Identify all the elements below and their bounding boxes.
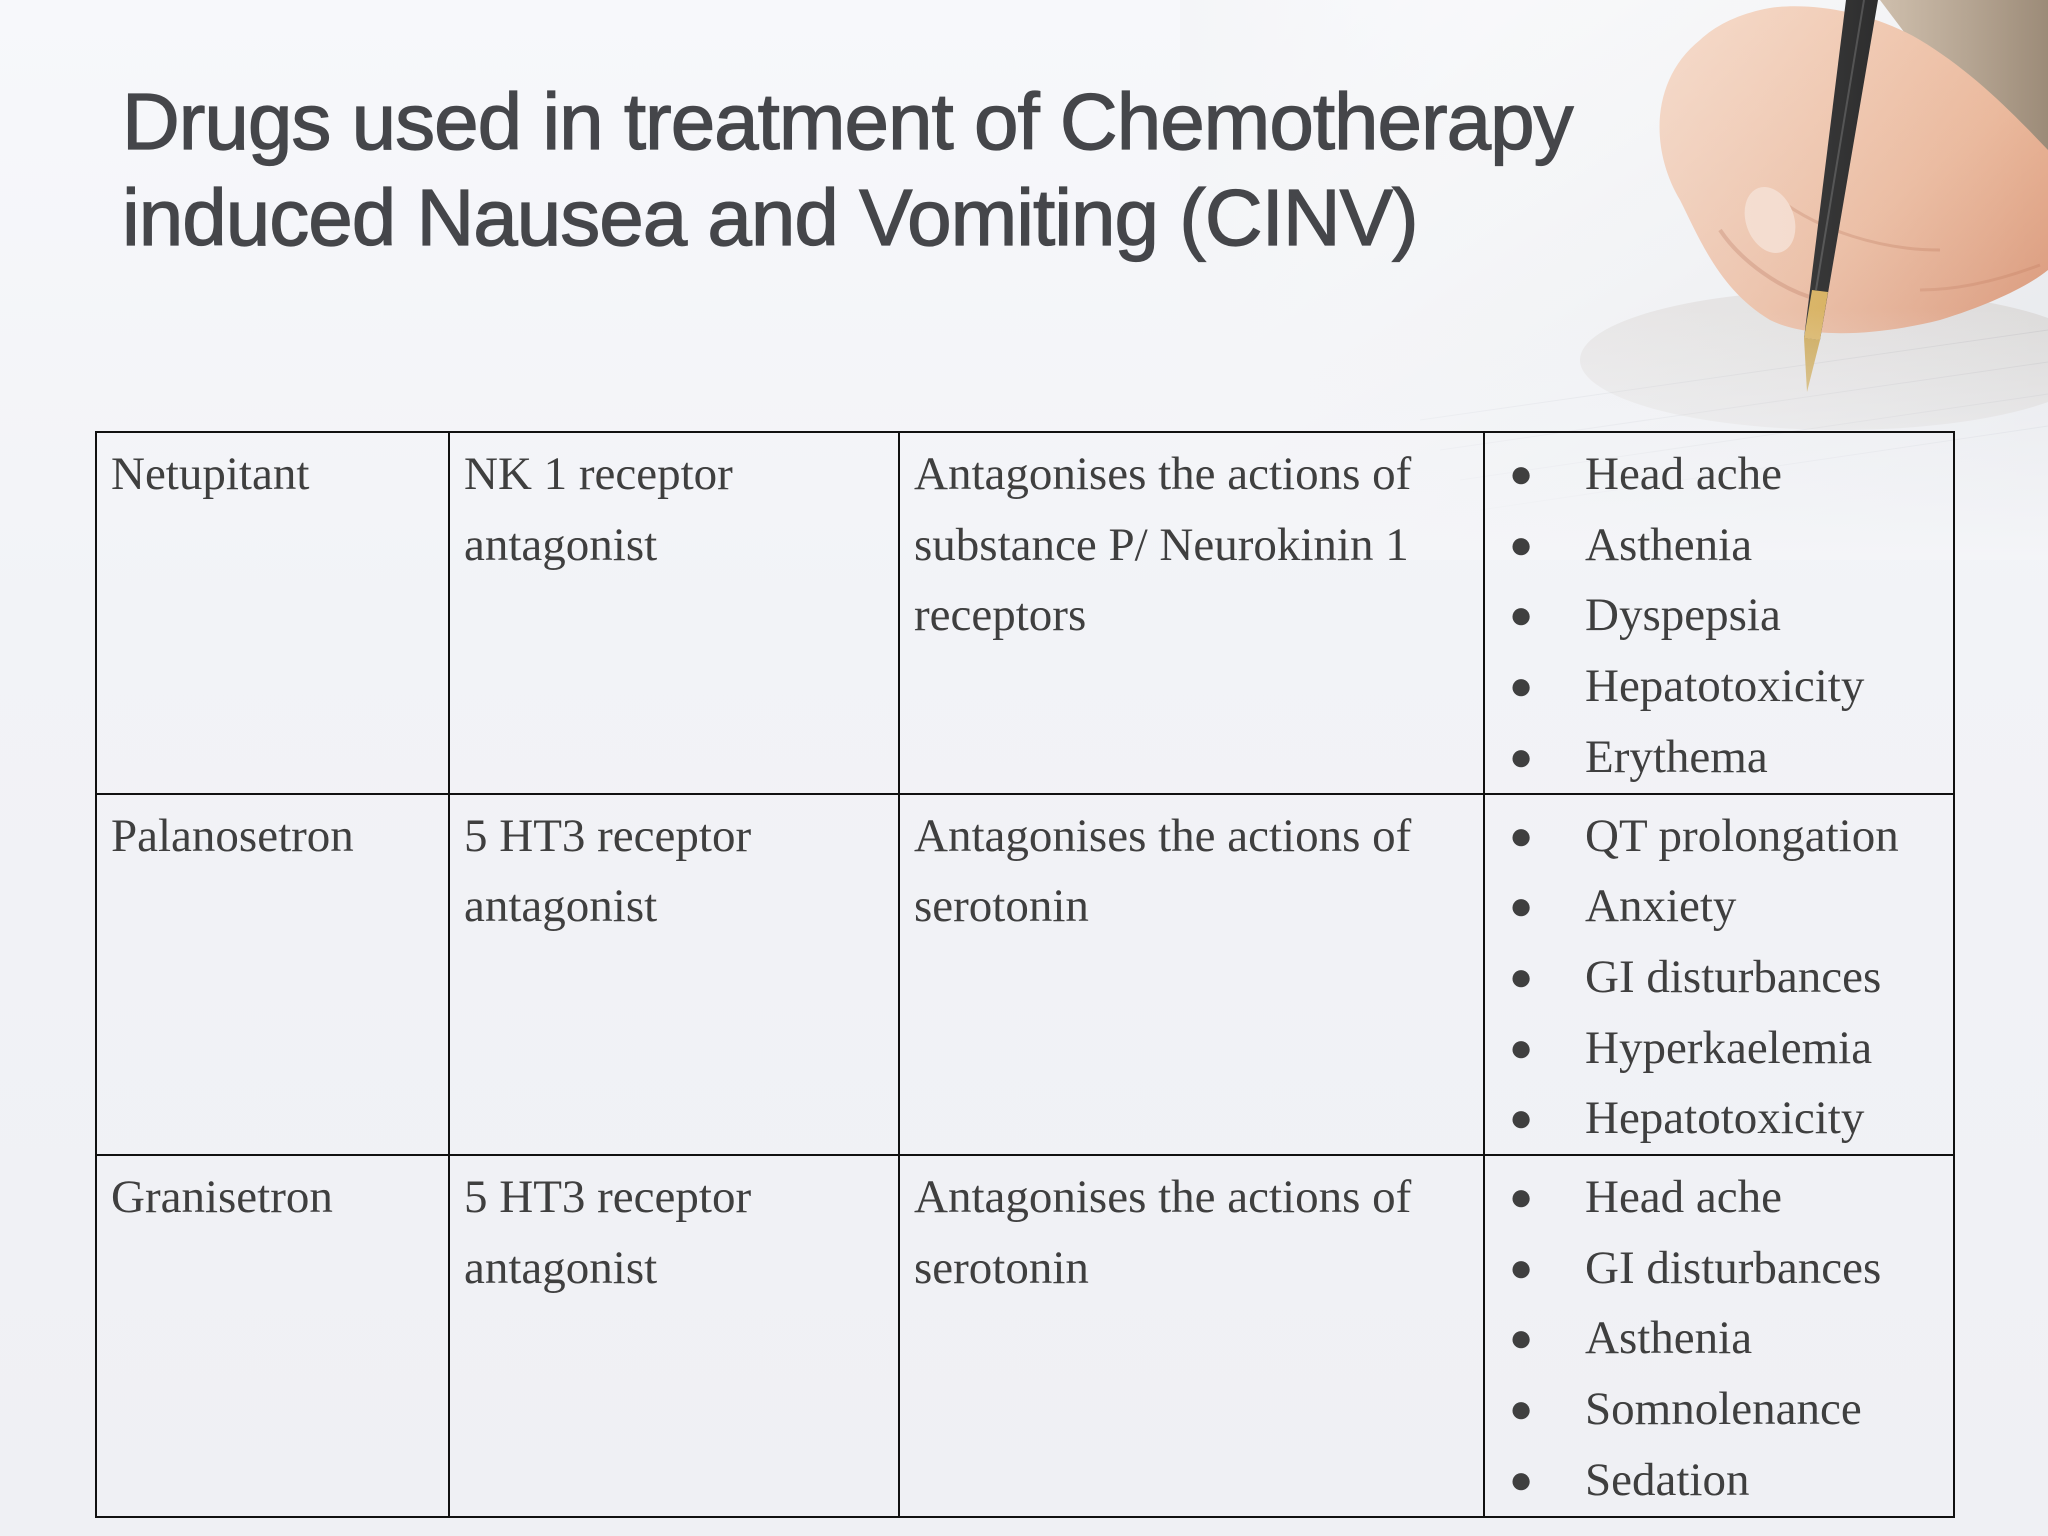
drug-class-cell: 5 HT3 receptor antagonist bbox=[449, 1155, 899, 1517]
bullet-icon: ● bbox=[1509, 953, 1534, 999]
drug-class-cell: 5 HT3 receptor antagonist bbox=[449, 794, 899, 1156]
mechanism-cell: Antagonises the actions of serotonin bbox=[899, 794, 1484, 1156]
list-item bbox=[1499, 651, 1939, 722]
list-item-text: Somnolenance bbox=[1585, 1383, 1862, 1436]
list-item bbox=[1499, 942, 1939, 1013]
list-item-text: QT prolongation bbox=[1585, 809, 1899, 862]
bullet-icon: ● bbox=[1509, 1095, 1534, 1141]
adverse-effects-cell bbox=[1484, 1155, 1954, 1517]
list-item bbox=[1499, 580, 1939, 651]
list-item bbox=[1499, 801, 1939, 872]
list-item bbox=[1499, 510, 1939, 581]
list-item-text: Erythema bbox=[1585, 730, 1768, 783]
list-item bbox=[1499, 1233, 1939, 1304]
list-item-text: Head ache bbox=[1585, 448, 1782, 500]
bullet-icon: ● bbox=[1509, 1024, 1534, 1070]
slide-title-line2: induced Nausea and Vomiting (CINV) bbox=[122, 173, 1418, 262]
list-item-text: Head ache bbox=[1585, 1171, 1782, 1224]
list-item bbox=[1499, 1445, 1939, 1516]
list-item bbox=[1499, 1013, 1939, 1084]
bullet-icon: ● bbox=[1509, 1386, 1534, 1432]
list-item-text: GI disturbances bbox=[1585, 1241, 1882, 1294]
list-item bbox=[1499, 439, 1939, 510]
list-item-text: Sedation bbox=[1585, 1453, 1750, 1506]
mechanism-cell: Antagonises the actions of substance P/ Neurokinin 1 receptors bbox=[899, 432, 1484, 794]
drug-name-cell: Netupitant bbox=[96, 432, 449, 794]
list-item bbox=[1499, 871, 1939, 942]
table-row bbox=[96, 432, 1954, 794]
adverse-effects-list bbox=[1499, 439, 1939, 793]
drug-table bbox=[95, 431, 1955, 1518]
adverse-effects-cell bbox=[1484, 794, 1954, 1156]
drug-name-cell: Granisetron bbox=[96, 1155, 449, 1517]
bullet-icon: ● bbox=[1509, 812, 1534, 858]
bullet-icon: ● bbox=[1509, 521, 1534, 567]
list-item bbox=[1499, 1374, 1939, 1445]
list-item bbox=[1499, 1162, 1939, 1233]
list-item bbox=[1499, 722, 1939, 793]
list-item-text: Hyperkaelemia bbox=[1585, 1021, 1873, 1074]
list-item bbox=[1499, 1083, 1939, 1154]
list-item-text: Asthenia bbox=[1585, 518, 1753, 571]
bullet-icon: ● bbox=[1509, 883, 1534, 929]
adverse-effects-cell bbox=[1484, 432, 1954, 794]
list-item-text: Asthenia bbox=[1585, 1312, 1753, 1365]
bullet-icon: ● bbox=[1509, 663, 1534, 709]
table-row bbox=[96, 1155, 1954, 1517]
bullet-icon: ● bbox=[1509, 592, 1534, 638]
list-item-text: Hepatotoxicity bbox=[1585, 1092, 1865, 1145]
list-item-text: Hepatotoxicity bbox=[1585, 660, 1865, 713]
bullet-icon: ● bbox=[1509, 1456, 1534, 1502]
slide-title-line1: Drugs used in treatment of Chemotherapy bbox=[122, 77, 1573, 166]
list-item-text: Dyspepsia bbox=[1585, 589, 1781, 642]
mechanism-cell: Antagonises the actions of serotonin bbox=[899, 1155, 1484, 1517]
drug-class-cell: NK 1 receptor antagonist bbox=[449, 432, 899, 794]
adverse-effects-list bbox=[1499, 801, 1939, 1155]
bullet-icon: ● bbox=[1509, 733, 1534, 779]
bullet-icon: ● bbox=[1509, 1315, 1534, 1361]
drug-name-cell: Palanosetron bbox=[96, 794, 449, 1156]
slide-title bbox=[122, 74, 1682, 266]
list-item bbox=[1499, 1303, 1939, 1374]
list-item-text: Anxiety bbox=[1585, 880, 1737, 933]
table-row bbox=[96, 794, 1954, 1156]
list-item-text: GI disturbances bbox=[1585, 950, 1882, 1003]
bullet-icon: ● bbox=[1509, 1244, 1534, 1290]
adverse-effects-list bbox=[1499, 1162, 1939, 1516]
bullet-icon: ● bbox=[1509, 451, 1534, 496]
bullet-icon: ● bbox=[1509, 1174, 1534, 1220]
